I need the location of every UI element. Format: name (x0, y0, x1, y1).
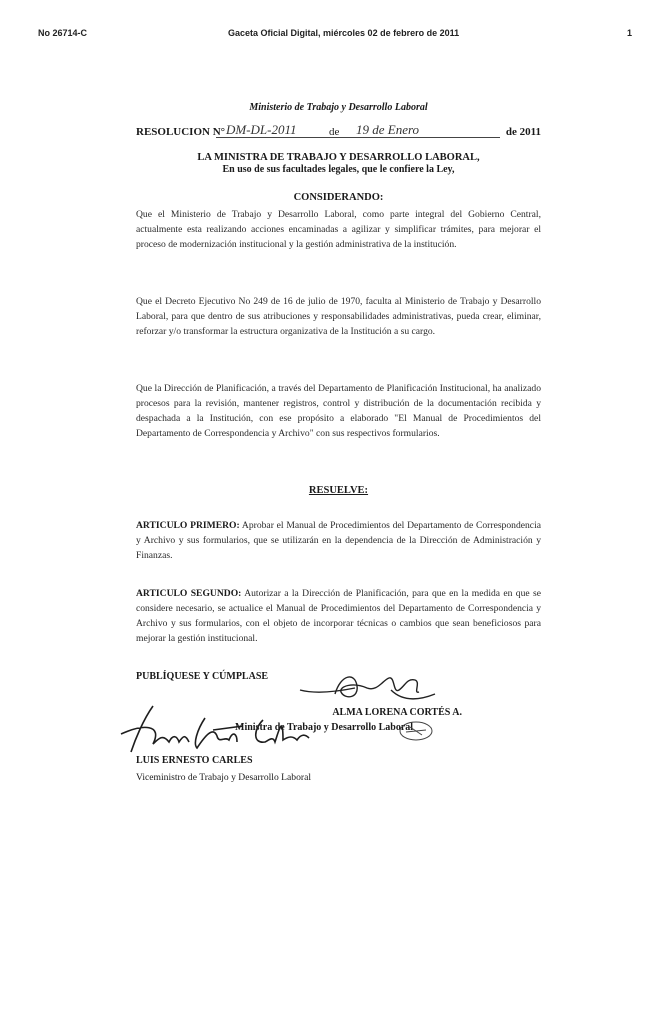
resolution-label: RESOLUCION N° (136, 126, 226, 138)
article-first (136, 518, 541, 563)
considerando-paragraph: Que el Ministerio de Trabajo y Desarrollo Laboral, como parte integral del Gobierno Central, actualmente esta realizando acciones encaminadas a agilizar y simplificar trámites, para mejorar el proceso de modernización institucional y la gestión administrativa de la institución. (136, 209, 541, 250)
article-second-text: Autorizar a la Dirección de Planificación, para que en la medida en que se considere necesario, se actualice el Manual de Procedimientos del Departamento de Correspondencia y Archivo y sus formularios, con el objeto de incorporar técnicas o cambios que sean beneficiosos para mejorar la gestión institucional. (136, 588, 541, 644)
resolution-date-handwritten: 19 de Enero (356, 122, 420, 137)
gazette-title-date: Gaceta Oficial Digital, miércoles 02 de febrero de 2011 (228, 28, 460, 38)
authority-basis: En uso de sus facultades legales, que le confiere la Ley, (222, 164, 455, 175)
page-number: 1 (626, 28, 632, 38)
article-first-text: Aprobar el Manual de Procedimientos del Departamento de Correspondencia y Archivo y sus formularios, que se utilizarán en la dependencia de la Dirección de Administración y Finanzas. (136, 520, 541, 561)
resolution-year: de 2011 (505, 126, 541, 138)
considerando-heading: CONSIDERANDO: (293, 192, 384, 203)
article-second-title: ARTICULO SEGUNDO: (136, 588, 242, 599)
viceminister-name: LUIS ERNESTO CARLES (136, 755, 253, 766)
minister-name: ALMA LORENA CORTÉS A. (332, 707, 462, 718)
resolution-de-label: de (329, 126, 340, 138)
viceminister-role: Viceministro de Trabajo y Desarrollo Laboral (136, 772, 312, 783)
considerando-paragraph: Que la Dirección de Planificación, a través del Departamento de Planificación Institucional, ha analizado procesos para la revisión, mantener registros, control y distribución de la documentación recibida y despachada a la Institución, con ese propósito a elaborado "El Manual de Procedimientos del Departamento de Correspondencia y Archivo" con sus respectivos formularios. (136, 383, 541, 439)
viceminister-signature (113, 700, 323, 762)
minister-role: Ministra de Trabajo y Desarrollo Laboral (235, 722, 414, 733)
resolution-number-handwritten: DM-DL-2011 (226, 122, 297, 137)
resuelve-heading (136, 485, 541, 496)
considerando-paragraph: Que el Decreto Ejecutivo No 249 de 16 de julio de 1970, faculta al Ministerio de Trabajo y Desarrollo Laboral, para que dentro de sus atribuciones y responsabilidades administrativas, pueda crear, eliminar, reforzar y/o transformar la estructura organizativa de la Institución a su cargo. (136, 296, 541, 337)
article-first-title: ARTICULO PRIMERO: (136, 520, 240, 531)
article-second (136, 586, 541, 646)
gazette-header (38, 28, 632, 42)
closing-formula: PUBLÍQUESE Y CÚMPLASE (136, 671, 269, 682)
authority-line: LA MINISTRA DE TRABAJO Y DESARROLLO LABORAL, (197, 152, 480, 163)
resolution-line (136, 124, 541, 140)
seal-icon (396, 718, 436, 744)
resuelve-heading-text: RESUELVE: (308, 485, 369, 496)
gazette-issue-number: No 26714-C (38, 28, 88, 38)
ministry-title: Ministerio de Trabajo y Desarrollo Laboral (249, 102, 428, 113)
